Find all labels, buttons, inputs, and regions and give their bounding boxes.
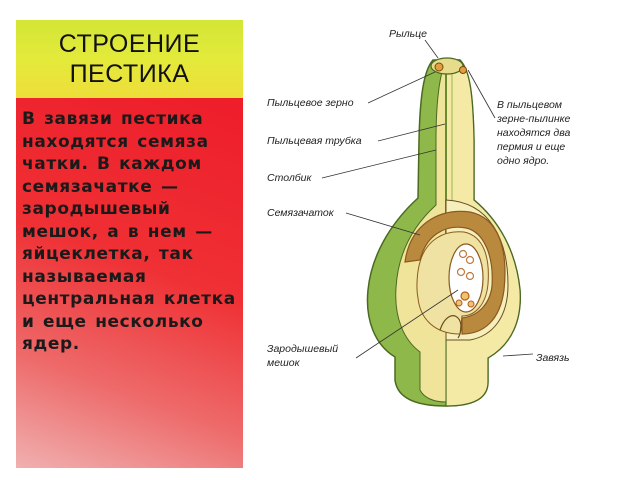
pollen-grain-left <box>435 63 443 71</box>
description-text: В завязи пестика находятся семяза чатки. В каждом семязачатке — зародышевый мешок, а в нем — яйцеклетка, так называемая центральная клетка и еще несколько ядер. <box>22 109 236 354</box>
polar-nucleus-2 <box>467 257 474 264</box>
label-embryo-sac-line2: мешок <box>267 357 300 369</box>
label-note-line2: зерне-пылинке <box>497 113 571 125</box>
label-ovary: Завязь <box>536 352 570 364</box>
label-style: Столбик <box>267 172 312 184</box>
label-pollen-tube: Пыльцевая трубка <box>267 135 362 147</box>
label-ovule: Семязачаток <box>267 207 334 219</box>
synergid-2 <box>468 301 474 307</box>
leader-stigma <box>425 40 438 58</box>
polar-nucleus-1 <box>460 251 467 258</box>
slide-title-line1: СТРОЕНИЕ <box>58 30 201 58</box>
slide-title-line2: ПЕСТИКА <box>69 60 190 88</box>
egg-cell <box>461 292 469 300</box>
leader-ovary <box>503 354 533 356</box>
label-note-line3: находятся два <box>497 127 571 139</box>
label-embryo-sac-line1: Зародышевый <box>267 343 339 355</box>
central-nucleus-1 <box>458 269 465 276</box>
label-note-line1: В пыльцевом <box>497 99 562 111</box>
label-pollen-grain: Пыльцевое зерно <box>267 97 354 109</box>
synergid-1 <box>456 300 462 306</box>
pollen-grain-right <box>460 67 467 74</box>
label-stigma: Рыльце <box>389 28 428 40</box>
label-note-line5: одно ядро. <box>497 155 550 167</box>
central-nucleus-2 <box>467 273 474 280</box>
label-note-line4: пермия и еще <box>497 141 566 153</box>
